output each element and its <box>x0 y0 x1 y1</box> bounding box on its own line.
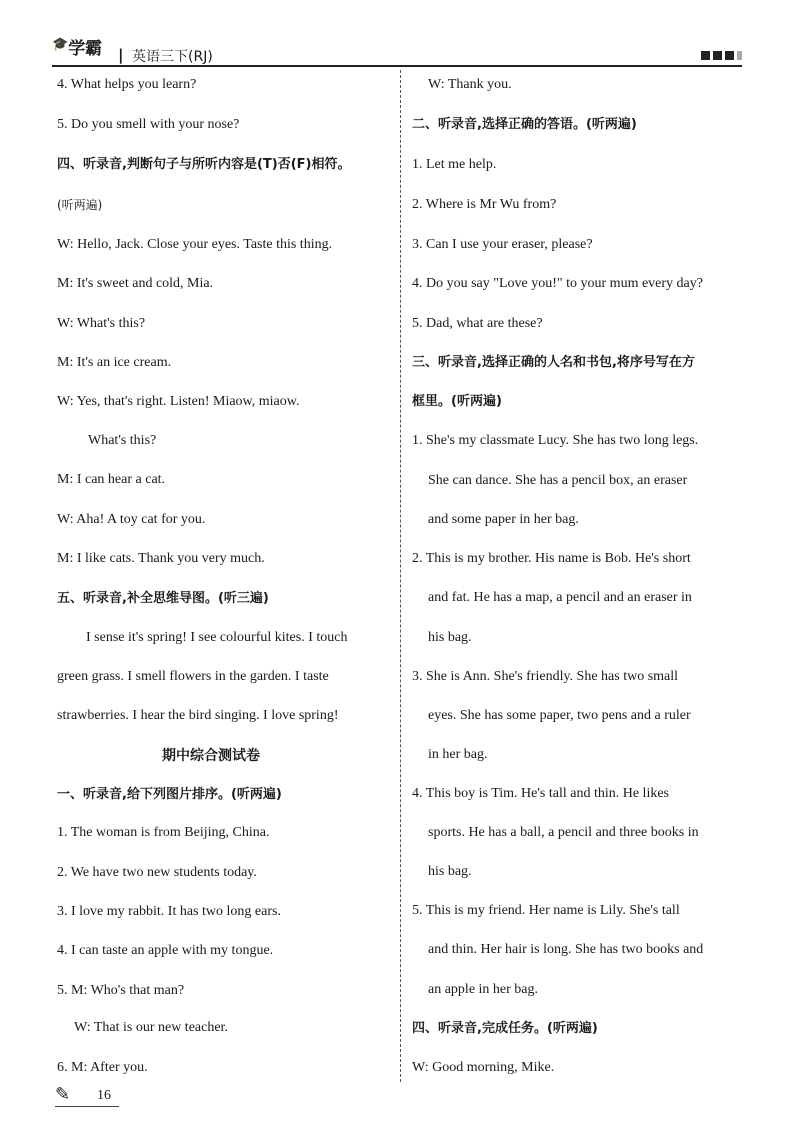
right-line-15: his bag. <box>428 630 472 645</box>
header-squares-decoration <box>701 51 742 60</box>
left-line-1: 4. What helps you learn? <box>57 77 197 92</box>
right-line-13: 2. This is my brother. His name is Bob. He's short <box>412 551 691 566</box>
left-line-23: 4. I can taste an apple with my tongue. <box>57 943 274 958</box>
left-line-5: W: Hello, Jack. Close your eyes. Taste this thing. <box>57 237 333 252</box>
left-line-25: W: That is our new teacher. <box>74 1020 228 1035</box>
left-line-13: M: I like cats. Thank you very much. <box>57 551 265 566</box>
left-line-14: 五、听录音,补全思维导图。(听三遍) <box>57 591 269 606</box>
left-line-7: W: What's this? <box>57 316 146 331</box>
right-line-11: She can dance. She has a pencil box, an eraser <box>428 473 688 488</box>
left-line-8: M: It's an ice cream. <box>57 355 172 370</box>
page-header <box>52 34 742 66</box>
book-title: 英语三下(RJ) <box>132 49 213 65</box>
column-divider <box>400 70 401 1082</box>
left-line-20: 1. The woman is from Beijing, China. <box>57 825 270 840</box>
left-line-16: green grass. I smell flowers in the garden. I taste <box>57 669 329 684</box>
header-separator: | <box>118 46 124 64</box>
header-rule <box>52 65 742 67</box>
right-line-9: 框里。(听两遍) <box>412 394 502 409</box>
right-line-12: and some paper in her bag. <box>428 512 579 527</box>
page-footer <box>55 1084 111 1105</box>
right-line-17: eyes. She has some paper, two pens and a ruler <box>428 708 691 723</box>
left-line-19: 一、听录音,给下列图片排序。(听两遍) <box>57 787 282 802</box>
right-line-25: 四、听录音,完成任务。(听两遍) <box>412 1021 598 1036</box>
right-line-14: and fat. He has a map, a pencil and an eraser in <box>428 590 692 605</box>
right-line-6: 4. Do you say "Love you!" to your mum every day? <box>412 276 703 291</box>
right-line-8: 三、听录音,选择正确的人名和书包,将序号写在方 <box>412 355 695 370</box>
right-line-4: 2. Where is Mr Wu from? <box>412 197 557 212</box>
left-line-3: 四、听录音,判断句子与所听内容是(T)否(F)相符。 <box>57 157 351 172</box>
left-line-15: I sense it's spring! I see colourful kites. I touch <box>86 630 348 645</box>
right-line-16: 3. She is Ann. She's friendly. She has two small <box>412 669 679 684</box>
right-line-7: 5. Dad, what are these? <box>412 316 543 331</box>
left-line-2: 5. Do you smell with your nose? <box>57 117 240 132</box>
left-line-21: 2. We have two new students today. <box>57 865 257 880</box>
right-line-5: 3. Can I use your eraser, please? <box>412 237 593 252</box>
left-line-4: (听两遍) <box>57 198 103 212</box>
right-line-21: his bag. <box>428 864 472 879</box>
left-line-9: W: Yes, that's right. Listen! Miaow, miaow. <box>57 394 300 409</box>
left-line-17: strawberries. I hear the bird singing. I love spring! <box>57 708 339 723</box>
pencil-icon: ✎ <box>55 1084 71 1104</box>
right-line-1: W: Thank you. <box>428 77 512 92</box>
left-line-18: 期中综合测试卷 <box>162 748 260 764</box>
left-line-10: What's this? <box>88 433 157 448</box>
brand-logo <box>52 34 102 59</box>
right-line-19: 4. This boy is Tim. He's tall and thin. He likes <box>412 786 669 801</box>
right-line-10: 1. She's my classmate Lucy. She has two long legs. <box>412 433 699 448</box>
left-line-12: W: Aha! A toy cat for you. <box>57 512 206 527</box>
right-line-23: and thin. Her hair is long. She has two books and <box>428 942 704 957</box>
right-line-24: an apple in her bag. <box>428 982 539 997</box>
right-line-2: 二、听录音,选择正确的答语。(听两遍) <box>412 117 637 132</box>
footer-rule <box>55 1106 119 1107</box>
right-line-3: 1. Let me help. <box>412 157 497 172</box>
right-line-22: 5. This is my friend. Her name is Lily. She's tall <box>412 903 680 918</box>
graduation-cap-icon: 🎓 <box>52 37 69 52</box>
left-line-22: 3. I love my rabbit. It has two long ears. <box>57 904 281 919</box>
right-line-26: W: Good morning, Mike. <box>412 1060 555 1075</box>
right-line-20: sports. He has a ball, a pencil and three books in <box>428 825 699 840</box>
page-number: 16 <box>97 1088 111 1103</box>
brand-name: 学霸 <box>68 39 103 59</box>
left-line-26: 6. M: After you. <box>57 1060 148 1075</box>
left-line-24: 5. M: Who's that man? <box>57 983 185 998</box>
left-line-6: M: It's sweet and cold, Mia. <box>57 276 214 291</box>
right-line-18: in her bag. <box>428 747 488 762</box>
left-line-11: M: I can hear a cat. <box>57 472 166 487</box>
